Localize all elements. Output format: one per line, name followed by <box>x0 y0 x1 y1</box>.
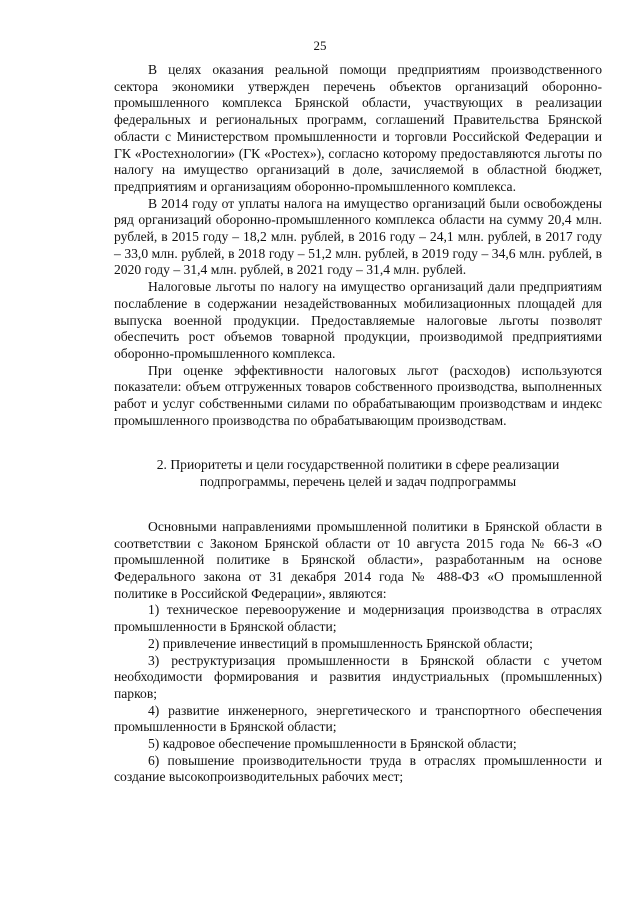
list-item: 2) привлечение инвестиций в промышленность Брянской области; <box>148 635 533 651</box>
page-number: 25 <box>313 38 327 53</box>
section-heading-line2: подпрограммы, перечень целей и задач подпрограммы <box>199 474 517 490</box>
list-item: 1) техническое перевооружение и модернизация производства в отраслях промышленности в Брянской области; <box>114 602 602 635</box>
list-item: 6) повышение производительности труда в отраслях промышленности и создание высокопроизводительных рабочих мест; <box>114 752 602 785</box>
body-text <box>114 62 602 786</box>
section-heading-line1: 2. Приоритеты и цели государственной политики в сфере реализации <box>156 457 560 473</box>
paragraph: Основными направлениями промышленной политики в Брянской области в соответствии с Законом Брянской области от 10 августа 2015 года № 66-З «О промышленной политике в Брянской области», разработанным на основе Федерального закона от 31 декабря 2014 года № 488-ФЗ «О промышленной политике в Российской Федерации», являются: <box>114 518 602 601</box>
list-item: 4) развитие инженерного, энергетического и транспортного обеспечения промышленности в Брянской области; <box>114 702 602 735</box>
paragraph: В 2014 году от уплаты налога на имущество организаций были освобождены ряд организаций оборонно-промышленного комплекса области на сумму 20,4 млн. рублей, в 2015 году – 18,2 млн. рублей, в 2016 году – 24,1 млн. рублей, в 2017 году – 33,0 млн. рублей, в 2018 году – 51,2 млн. рублей, в 2019 году – 34,6 млн. рублей, в 2020 году – 31,4 млн. рублей, в 2021 году – 31,4 млн. рублей. <box>114 195 602 278</box>
paragraph: При оценке эффективности налоговых льгот (расходов) используются показатели: объем отгруженных товаров собственного производства, выполненных работ и услуг собственными силами по обрабатывающим производствам и индекс промышленного производства по обрабатывающим производствам. <box>114 362 602 428</box>
paragraph: Налоговые льготы по налогу на имущество организаций дали предприятиям послабление в содержании незадействованных мобилизационных площадей для выпуска военной продукции. Предоставляемые налоговые льготы позволят обеспечить рост объемов товарной продукции, производимой предприятиями оборонно-промышленного комплекса. <box>114 279 602 361</box>
list-item: 5) кадровое обеспечение промышленности в Брянской области; <box>148 736 517 752</box>
section-heading <box>114 457 602 490</box>
paragraph: В целях оказания реальной помощи предприятиям производственного сектора экономики утвержден перечень объектов организаций оборонно-промышленного комплекса Брянской области, участвующих в реализации федеральных и региональных программ, соглашений Правительства Брянской области с Министерством промышленности и торговли Российской Федерации и ГК «Ростехнологии» (ГК «Ростех»), согласно которому предоставляются льготы по налогу на имущество организаций в доле, зачисляемой в областной бюджет, предприятиям и организациям оборонно-промышленного комплекса. <box>114 62 602 194</box>
list-item: 3) реструктуризация промышленности в Брянской области с учетом необходимости формирования и развития индустриальных (промышленных) парков; <box>114 652 602 701</box>
